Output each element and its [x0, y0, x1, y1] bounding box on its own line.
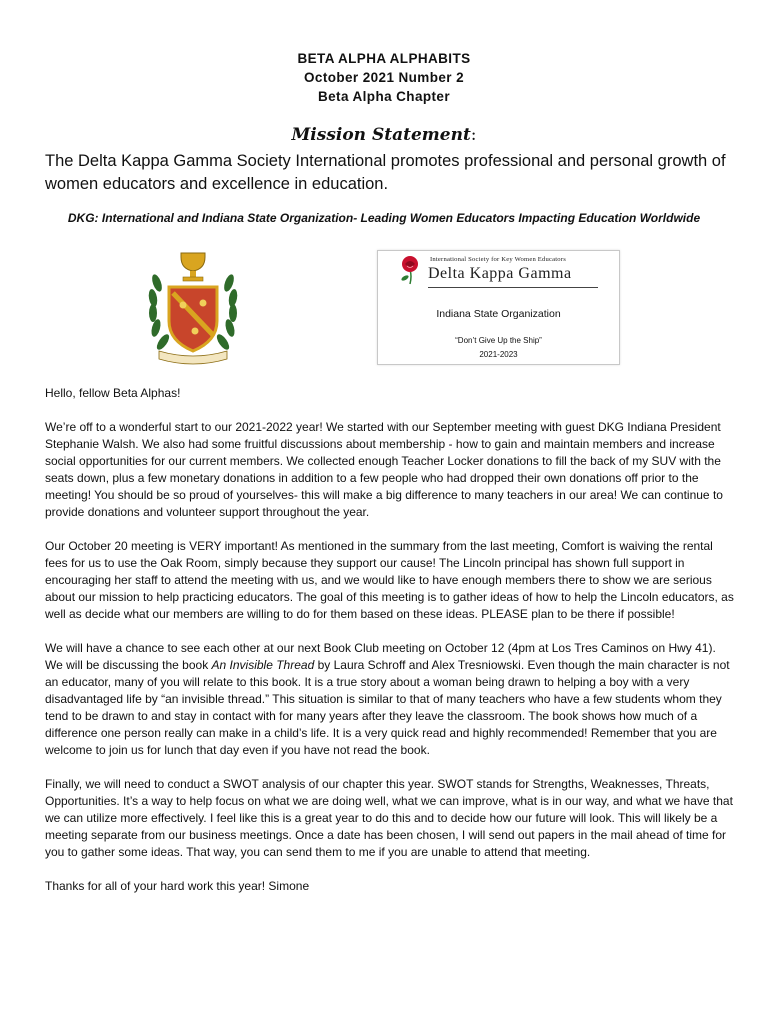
paragraph-3-end: by Laura Schroff and Alex Tresniowski. Even though the main character is not an educator, many of you will relate to this book. It is a true story about a woman being drawn to helping a boy with a very disadvantaged life by “an invisible thread.” This situation is similar to that of many teachers who have a few students whom they tend to be drawn to and stay in contact with for many years after they leave the classroom. The book shows how much of a difference one person really can make in a child’s life. It is a very quick read and highly recommended! Remember that you are welcome to join us for lunch that day even if you have not read the book.: [45, 658, 730, 757]
logo-society-line: International Society for Key Women Educators: [430, 256, 566, 263]
paragraph-4: Finally, we will need to conduct a SWOT analysis of our chapter this year. SWOT stands for Strengths, Weaknesses, Threats, Opportunities. It’s a way to help focus on what we are doing well, what we can improve, what is in our way, and what we have that we can utilize more effectively. I feel like this is a great year to do this and to decide how our future will look. This will likely be a meeting separate from our business meetings. Once a date has been chosen, I will send out papers in the mail ahead of time for you to gather some ideas. That way, you can send them to me if you are unable to attend that meeting.: [45, 777, 733, 859]
newsletter-title: BETA ALPHA ALPHABITS: [297, 51, 471, 66]
rose-icon: [398, 254, 422, 288]
dkg-tagline: DKG: International and Indiana State Organization- Leading Women Educators Impacting Education Worldwide: [67, 211, 701, 225]
paragraph-1: We’re off to a wonderful start to our 2021-2022 year! We started with our September meeting with guest DKG Indiana President Stephanie Walsh. We also had some fruitful discussions about membership - how to gain and maintain members and increase social opportunities for our current members. We collected enough Teacher Locker donations to fill the back of my SUV with the seats down, plus a few monetary donations in addition to a few people who had dropped their own donations off prior to the meeting! You should be so proud of yourselves- this will make a big difference to many teachers in our area! We can continue to provide donations and volunteer support throughout the year.: [45, 420, 723, 519]
issue-date: October 2021 Number 2: [304, 70, 464, 85]
paragraph-2: Our October 20 meeting is VERY important! As mentioned in the summary from the last meeting, Comfort is waiving the rental fees for us to use the Oak Room, simply because they support our cause! The Lincoln principal has shown full support in encouraging her staff to attend the meeting with us, and we would like to have enough members there to show we are serious about our mission to help practicing educators. The goal of this meeting is to gather ideas of how to help the Lincoln educators, as well as decide what our members are willing to do for them based on these ideas. PLEASE plan to be there if possible!: [45, 539, 734, 621]
mission-heading-colon: :: [470, 125, 477, 145]
chapter-name: Beta Alpha Chapter: [318, 89, 450, 104]
mission-statement: The Delta Kappa Gamma Society International promotes professional and personal growth of women educators and excellence in education.: [45, 152, 726, 193]
mission-heading: [0, 125, 768, 145]
logo-name: Delta Kappa Gamma: [428, 265, 572, 282]
greeting: Hello, fellow Beta Alphas!: [45, 386, 181, 400]
mission-heading-text: Mission Statement: [291, 125, 471, 145]
logo-years: 2021-2023: [479, 350, 518, 359]
dkg-logo: [377, 250, 620, 365]
closing: Thanks for all of your hard work this year! Simone: [45, 879, 310, 893]
paragraph-3-start: We will have a chance to see each other at our next Book Club meeting on October 12 (4pm at Los Tres Caminos on Hwy 41). We will be discussing the book: [45, 641, 716, 672]
logo-motto: “Don’t Give Up the Ship”: [455, 336, 542, 345]
logo-organization: Indiana State Organization: [436, 308, 561, 320]
paragraph-3: [45, 640, 735, 759]
logo-divider: [428, 287, 598, 288]
dkg-crest-icon: [143, 243, 243, 373]
book-title: An Invisible Thread: [211, 658, 315, 672]
letter-body: [45, 385, 735, 912]
